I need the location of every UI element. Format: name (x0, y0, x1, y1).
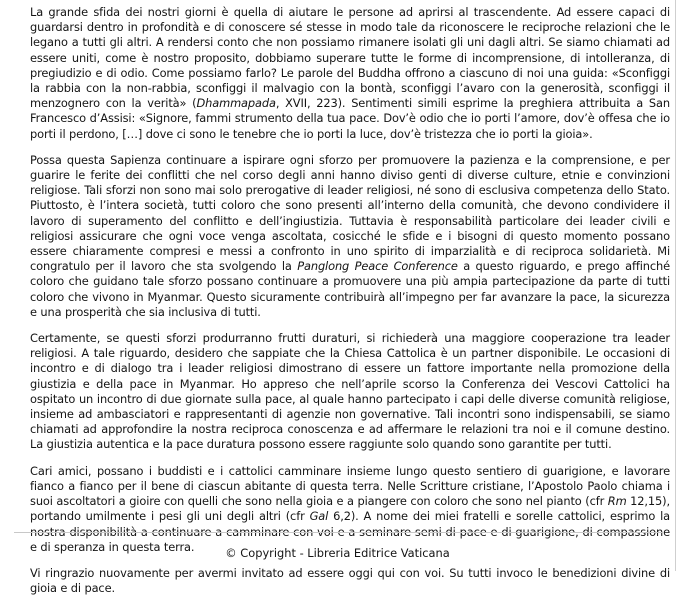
text-run: Possa questa Sapienza continuare a ispirare ogni sforzo per promuovere la pazienza e la comprensione, e per guarire le ferite dei conflitti che nel corso degli anni hanno diviso genti di diverse culture, etnie e convinzioni religiose. Tali sforzi non sono mai solo prerogative di leader religiosi, né sono di esclusiva competenza dello Stato. Piuttosto, è l’intera società, tutti coloro che sono presenti all’interno della comunità, che devono condividere il lavoro di superamento del conflitto e dell’ingiustizia. Tuttavia è responsabilità particolare dei leader civili e religiosi assicurare che ogni voce venga ascoltata, cosicché le sfide e i bisogni di questo momento possano essere chiaramente compresi e messi a confronto in uno spirito di imparzialità e di reciproca solidarietà. Mi congratulo per il lavoro che sta svolgendo la (30, 152, 670, 274)
italic-text: Panglong Peace Conference (297, 259, 458, 274)
text-run: Certamente, se questi sforzi produrranno frutti duraturi, si richiederà una maggiore cooperazione tra leader religiosi. A tale riguardo, desidero che sappiate che la Chiesa Cattolica è un partner disponibile. Le occasioni di incontro e di dialogo tra i leader religiosi dimostrano di essere un fattore importante nella promozione della giustizia e della pace in Myanmar. Ho appreso che nell’aprile scorso la Conferenza dei Vescovi Cattolici ha ospitato un incontro di due giornate sulla pace, al quale hanno partecipato i capi delle diverse comunità religiose, insieme ad ambasciatori e rappresentanti di agenzie non governative. Tali incontri sono indispensabili, se siamo chiamati ad approfondire la nostra reciproca conoscenza e ad affermare le relazioni tra noi e il comune destino. La giustizia autentica e la pace duratura possono essere raggiunte solo quando sono garantite per tutti. (30, 331, 670, 452)
text-run: a questo riguardo, e prego affinché coloro che guidano tale sforzo possano continuare a promuovere una più ampia partecipazione da parte di tutti coloro che vivono in Myanmar. Questo sicuramente contribuirà all’impegno per far avanzare la pace, la sicurezza e una prosperità che sia inclusiva di tutti. (30, 259, 670, 319)
paragraph-2 (30, 153, 670, 320)
text-run: 6,2). A nome dei miei fratelli e sorelle cattolici, esprimo la nostra disponibilità a continuare a camminare con voi e a seminare semi di pace e di guarigione, di compassione e di speranza in questa terra. (30, 509, 671, 554)
paragraph-4 (30, 464, 670, 555)
copyright-footer: © Copyright - Libreria Editrice Vaticana (225, 546, 450, 560)
paragraph-5 (30, 566, 670, 596)
italic-text: Rm (607, 494, 627, 509)
italic-text: Gal (309, 509, 329, 524)
text-run: La grande sfida dei nostri giorni è quella di aiutare le persone ad aprirsi al trascendente. Ad essere capaci di guardarsi dentro in profondità e di conoscere sé stesse in modo tale da riconoscere le reciproche relazioni che le legano a tutti gli altri. A rendersi conto che non possiamo rimanere isolati gli uni dagli altri. Se siamo chiamati ad essere uniti, come è nostro proposito, dobbiamo superare tutte le forme di incomprensione, di intolleranza, di pregiudizio e di odio. Come possiamo farlo? Le parole del Buddha offrono a ciascuno di noi una guida: «Sconfiggi la rabbia con la non-rabbia, sconfiggi il malvagio con la bontà, sconfiggi l’avaro con la generosità, sconfiggi il menzognero con la verità» ( (30, 5, 670, 111)
document-body (30, 5, 670, 607)
text-run: 12,15), portando umilmente i pesi gli uni degli altri (cfr (30, 494, 670, 524)
paragraph-1 (30, 5, 670, 142)
paragraph-3 (30, 331, 670, 453)
text-run: , XVII, 223). Sentimenti simili esprime la preghiera attribuita a San Francesco d’Assisi: «Signore, fammi strumento della tua pace. Dov’è odio che io porti l’amore, dov’è offesa che io porti il perdono, […] dove ci sono le tenebre che io porti la luce, dov’è tristezza che io porti la gioia». (30, 96, 670, 141)
text-run: Cari amici, possano i buddisti e i cattolici camminare insieme lungo questo sentiero di guarigione, e lavorare fianco a fianco per il bene di ciascun abitante di questa terra. Nelle Scritture cristiane, l’Apostolo Paolo chiama i suoi ascoltatori a gioire con quelli che sono nella gioia e a piangere con coloro che sono nel pianto (cfr (30, 463, 670, 509)
text-run: Vi ringrazio nuovamente per avermi invitato ad essere oggi qui con voi. Su tutti invoco le benedizioni divine di gioia e di pace. (30, 565, 670, 596)
footer-divider (14, 532, 662, 533)
italic-text: Dhammapada (196, 96, 276, 111)
